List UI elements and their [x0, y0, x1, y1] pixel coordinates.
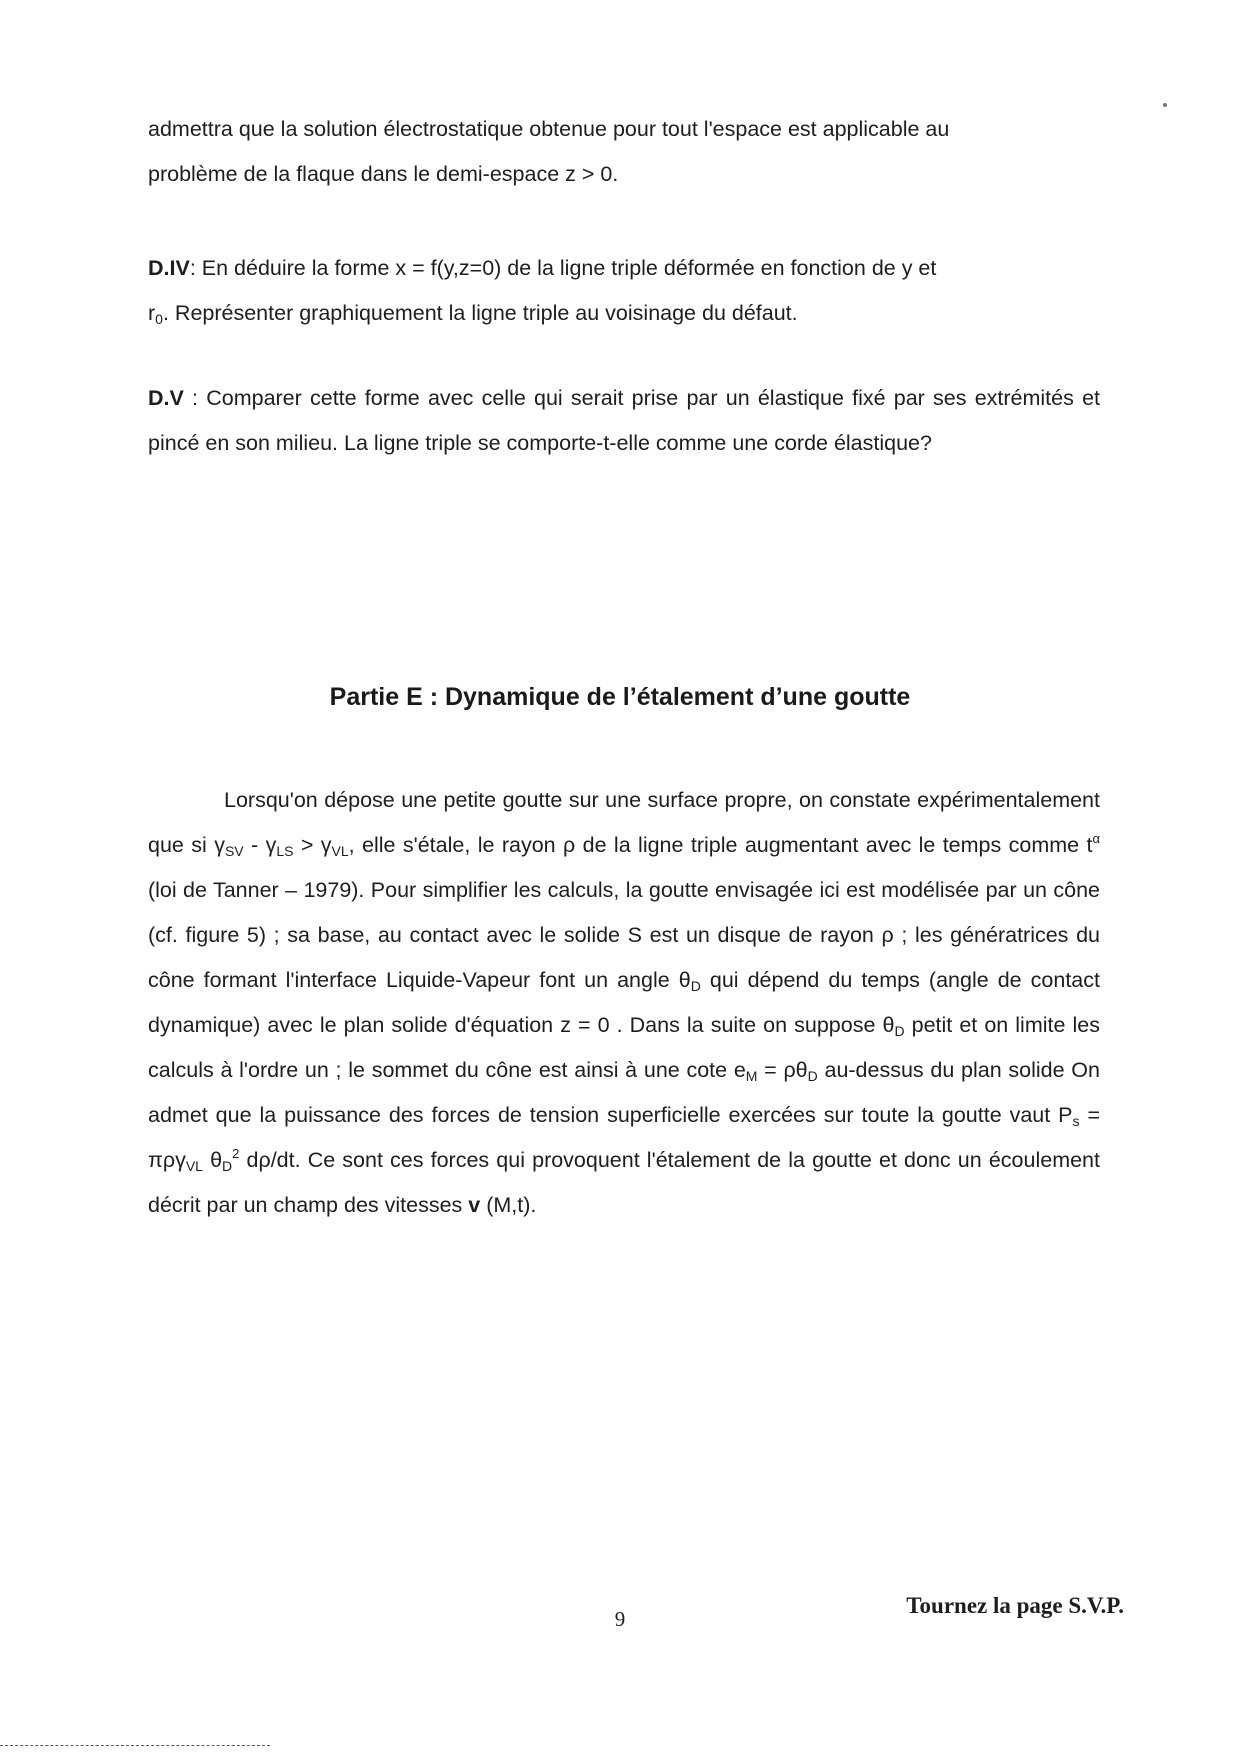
intro-line-2: problème de la flaque dans le demi-espace z > 0.: [148, 162, 619, 186]
pe-theta-3: θ: [202, 1148, 223, 1172]
pe-text-3: (loi de Tanner – 1979). Pour simplifier les calculs, la goutte envisagée ici est modélisée par un cône (cf. figure 5) ; sa base, au contact avec le solide S est un disque de rayon ρ ; les génératrices du cône formant l'interface Liquide-Vapeur font un angle: [148, 878, 1100, 992]
pe-text-6: = ρθ: [757, 1058, 808, 1082]
pe-text-4: qui dépend du temps (angle de contact dynamique) avec le plan solide d'équation z = 0 . Dans la suite on suppose: [148, 968, 1100, 1037]
pe-text-8: = πργ: [148, 1103, 1101, 1172]
pe-minus: -: [243, 833, 266, 857]
question-d4: [148, 246, 1100, 336]
scan-artifact-line: [0, 1745, 270, 1746]
pe-sub-vl-2: VL: [185, 1158, 203, 1174]
pe-sub-m: M: [745, 1068, 758, 1084]
pe-gt: >: [293, 833, 321, 857]
pe-sub-s: s: [1072, 1113, 1080, 1129]
intro-line-1: admettra que la solution électrostatique obtenue pour tout l'espace est applicable au: [148, 117, 950, 141]
pe-sub-d-3: D: [807, 1068, 818, 1084]
pe-text-1: Lorsqu'on dépose une petite goutte sur une surface propre, on constate expérimentalement que si: [148, 788, 1100, 857]
turn-page-note: Tournez la page S.V.P.: [906, 1593, 1124, 1618]
pe-sub-vl: VL: [331, 843, 349, 859]
pe-theta-1: θ: [678, 968, 691, 992]
pe-text-5: petit et on limite les calculs à l'ordre un ; le sommet du cône est ainsi à une cote e: [148, 1013, 1100, 1082]
pe-velocity-v: v: [468, 1193, 481, 1217]
pe-text-2: , elle s'étale, le rayon ρ de la ligne triple augmentant avec le temps comme t: [348, 833, 1093, 857]
pe-sub-ls: LS: [276, 843, 294, 859]
pe-text-7: au-dessus du plan solide On admet que la puissance des forces de tension superficielle exercées sur toute la goutte vaut P: [148, 1058, 1100, 1127]
pe-text-10: (M,t).: [480, 1193, 537, 1217]
question-d4-text-2: . Représenter graphiquement la ligne triple au voisinage du défaut.: [162, 301, 798, 325]
scan-speck: [1163, 103, 1167, 107]
pe-gamma-1: γ: [214, 833, 225, 857]
pe-gamma-2: γ: [265, 833, 277, 857]
pe-text-9: dρ/dt. Ce sont ces forces qui provoquent l'étalement de la goutte et donc un écoulement décrit par un champ des vitesses: [148, 1148, 1100, 1217]
pe-sub-d-2: D: [894, 1023, 905, 1039]
question-d5-label: D.V: [148, 386, 184, 410]
question-d5: [148, 376, 1100, 466]
question-d4-r: r: [148, 301, 156, 325]
intro-paragraph: [148, 107, 1100, 197]
pe-sub-sv: SV: [224, 843, 244, 859]
question-d4-r-sub: 0: [155, 311, 163, 327]
section-heading-partie-e: Partie E : Dynamique de l’étalement d’une goutte: [329, 683, 911, 711]
pe-theta-2: θ: [882, 1013, 895, 1037]
question-d4-text-1: : En déduire la forme x = f(y,z=0) de la ligne triple déformée en fonction de y et: [189, 256, 937, 280]
partie-e-paragraph: [148, 778, 1100, 1228]
question-d5-text: : Comparer cette forme avec celle qui serait prise par un élastique fixé par ses extrémités et pincé en son milieu. La ligne triple se comporte-t-elle comme une corde élastique?: [148, 386, 1100, 455]
pe-sup-2: 2: [232, 1146, 240, 1161]
pe-sub-d-4: D: [222, 1158, 233, 1174]
page-number: 9: [614, 1607, 626, 1631]
pe-gamma-3: γ: [320, 833, 332, 857]
pe-sub-d-1: D: [690, 978, 701, 994]
question-d4-label: D.IV: [148, 256, 190, 280]
pe-sup-alpha: α: [1092, 831, 1100, 846]
